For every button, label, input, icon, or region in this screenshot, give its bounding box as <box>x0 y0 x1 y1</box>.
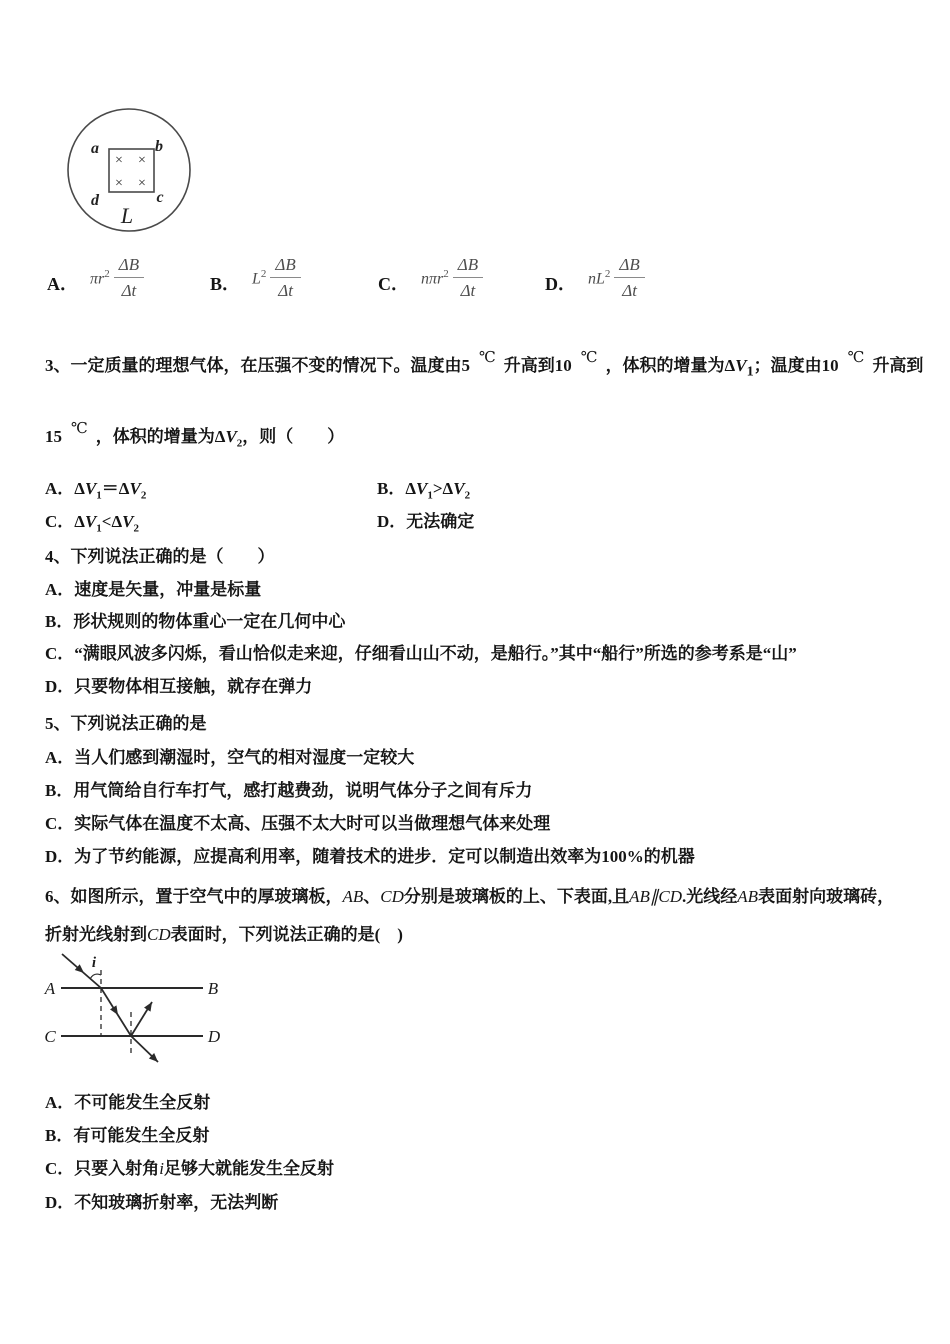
fraction-denominator: Δt <box>278 281 293 300</box>
formula-fraction <box>270 254 300 303</box>
q6-option-d: D．不知玻璃折射率，无法判断 <box>45 1193 279 1212</box>
surface-label-b: B <box>207 979 219 998</box>
q3-stem-line1: 3、一定质量的理想气体，在压强不变的情况下。温度由5 ℃ 升高到10 ℃ ，体积的增量为$\Delta V_1$；温度由10 ℃ 升高到 <box>45 348 924 380</box>
q2-option-b <box>210 254 301 303</box>
formula-coefficient: nπr$^2$ <box>421 267 449 287</box>
q6-stem-line2: 折射光线射到CD表面时，下列说法正确的是( ) <box>45 925 403 944</box>
surface-label-c: C <box>44 1027 56 1046</box>
corner-label-b: b <box>155 138 163 155</box>
q6-stem-line1: 6、如图所示，置于空气中的厚玻璃板，AB、CD分别是玻璃板的上、下表面,且AB∥CD.光线经AB表面射向玻璃砖， <box>45 887 895 906</box>
q4-stem: 4、下列说法正确的是（ ） <box>45 547 275 566</box>
fraction-numerator: ΔB <box>114 254 144 278</box>
q3-stem-line2: 15 ℃ ，体积的增量为$\Delta V_2$，则（ ） <box>45 419 345 450</box>
q3-option-c: C．$\Delta V_1<\Delta V_2$ <box>45 512 139 535</box>
celsius-symbol: ℃ <box>71 419 88 437</box>
q6-option-c: C．只要入射角i足够大就能发生全反射 <box>45 1159 335 1178</box>
formula-fraction <box>114 254 144 303</box>
q3-option-b: B．$\Delta V_1>\Delta V_2$ <box>377 479 471 502</box>
q5-option-b: B．用气筒给自行车打气，感打越费劲，说明气体分子之间有斥力 <box>45 781 533 800</box>
q2-option-a <box>47 254 144 303</box>
celsius-symbol: ℃ <box>580 348 598 366</box>
q5-stem: 5、下列说法正确的是 <box>45 714 207 733</box>
fraction-denominator: Δt <box>460 281 476 300</box>
field-into-page-mark: × <box>115 176 123 191</box>
celsius-symbol: ℃ <box>847 348 865 366</box>
fraction-numerator: ΔB <box>614 254 644 278</box>
incidence-angle-label: i <box>91 955 97 971</box>
side-length-label: L <box>120 203 134 228</box>
q5-option-a: A．当人们感到潮湿时，空气的相对湿度一定较大 <box>45 748 415 767</box>
q5-option-c: C．实际气体在温度不太高、压强不太大时可以当做理想气体来处理 <box>45 814 551 833</box>
surface-label-a: A <box>44 979 56 998</box>
incidence-angle-arc <box>90 974 101 979</box>
q5-option-d: D．为了节约能源，应提高利用率，随着技术的进步．定可以制造出效率为100%的机器 <box>45 847 695 866</box>
formula-fraction <box>614 254 644 303</box>
q2-flux-loop-figure <box>58 103 203 243</box>
formula-coefficient: $nL^2$ <box>588 267 611 287</box>
q2-option-d <box>545 254 645 303</box>
fraction-denominator: Δt <box>121 281 137 300</box>
field-into-page-mark: × <box>138 176 146 191</box>
q4-option-d: D．只要物体相互接触，就存在弹力 <box>45 677 313 696</box>
option-letter: D． <box>545 274 576 294</box>
q6-refraction-figure <box>28 948 243 1080</box>
q2-option-c <box>378 254 483 303</box>
surface-label-d: D <box>207 1027 221 1046</box>
option-letter: B． <box>210 274 241 294</box>
field-into-page-mark: × <box>138 153 146 168</box>
option-letter: C． <box>378 274 409 294</box>
q4-option-c: C．“满眼风波多闪烁，看山恰似走来迎，仔细看山山不动，是船行。”其中“船行”所选的参考系是“山” <box>45 644 797 663</box>
reflected-ray-arrowhead <box>144 1000 155 1012</box>
fraction-numerator: ΔB <box>453 254 483 278</box>
corner-label-a: a <box>91 140 99 157</box>
q3-option-d: D．无法确定 <box>377 512 475 531</box>
field-into-page-mark: × <box>115 153 123 168</box>
celsius-symbol: ℃ <box>479 348 496 366</box>
q4-option-b: B．形状规则的物体重心一定在几何中心 <box>45 612 346 631</box>
fraction-denominator: Δt <box>622 281 637 300</box>
fraction-numerator: ΔB <box>270 254 300 278</box>
q6-option-a: A．不可能发生全反射 <box>45 1093 211 1112</box>
corner-label-c: c <box>156 189 164 206</box>
option-letter: A． <box>47 274 78 294</box>
formula-coefficient: $L^2$ <box>252 267 267 287</box>
corner-label-d: d <box>91 192 99 209</box>
q4-option-a: A．速度是矢量，冲量是标量 <box>45 580 262 599</box>
formula-fraction <box>453 254 483 303</box>
formula-coefficient: $\pi r^2$ <box>90 267 110 287</box>
q6-option-b: B．有可能发生全反射 <box>45 1126 210 1145</box>
refracted-ray-arrowhead <box>110 1005 121 1017</box>
q3-option-a: A．$\Delta V_1=\Delta V_2$ <box>45 479 147 502</box>
